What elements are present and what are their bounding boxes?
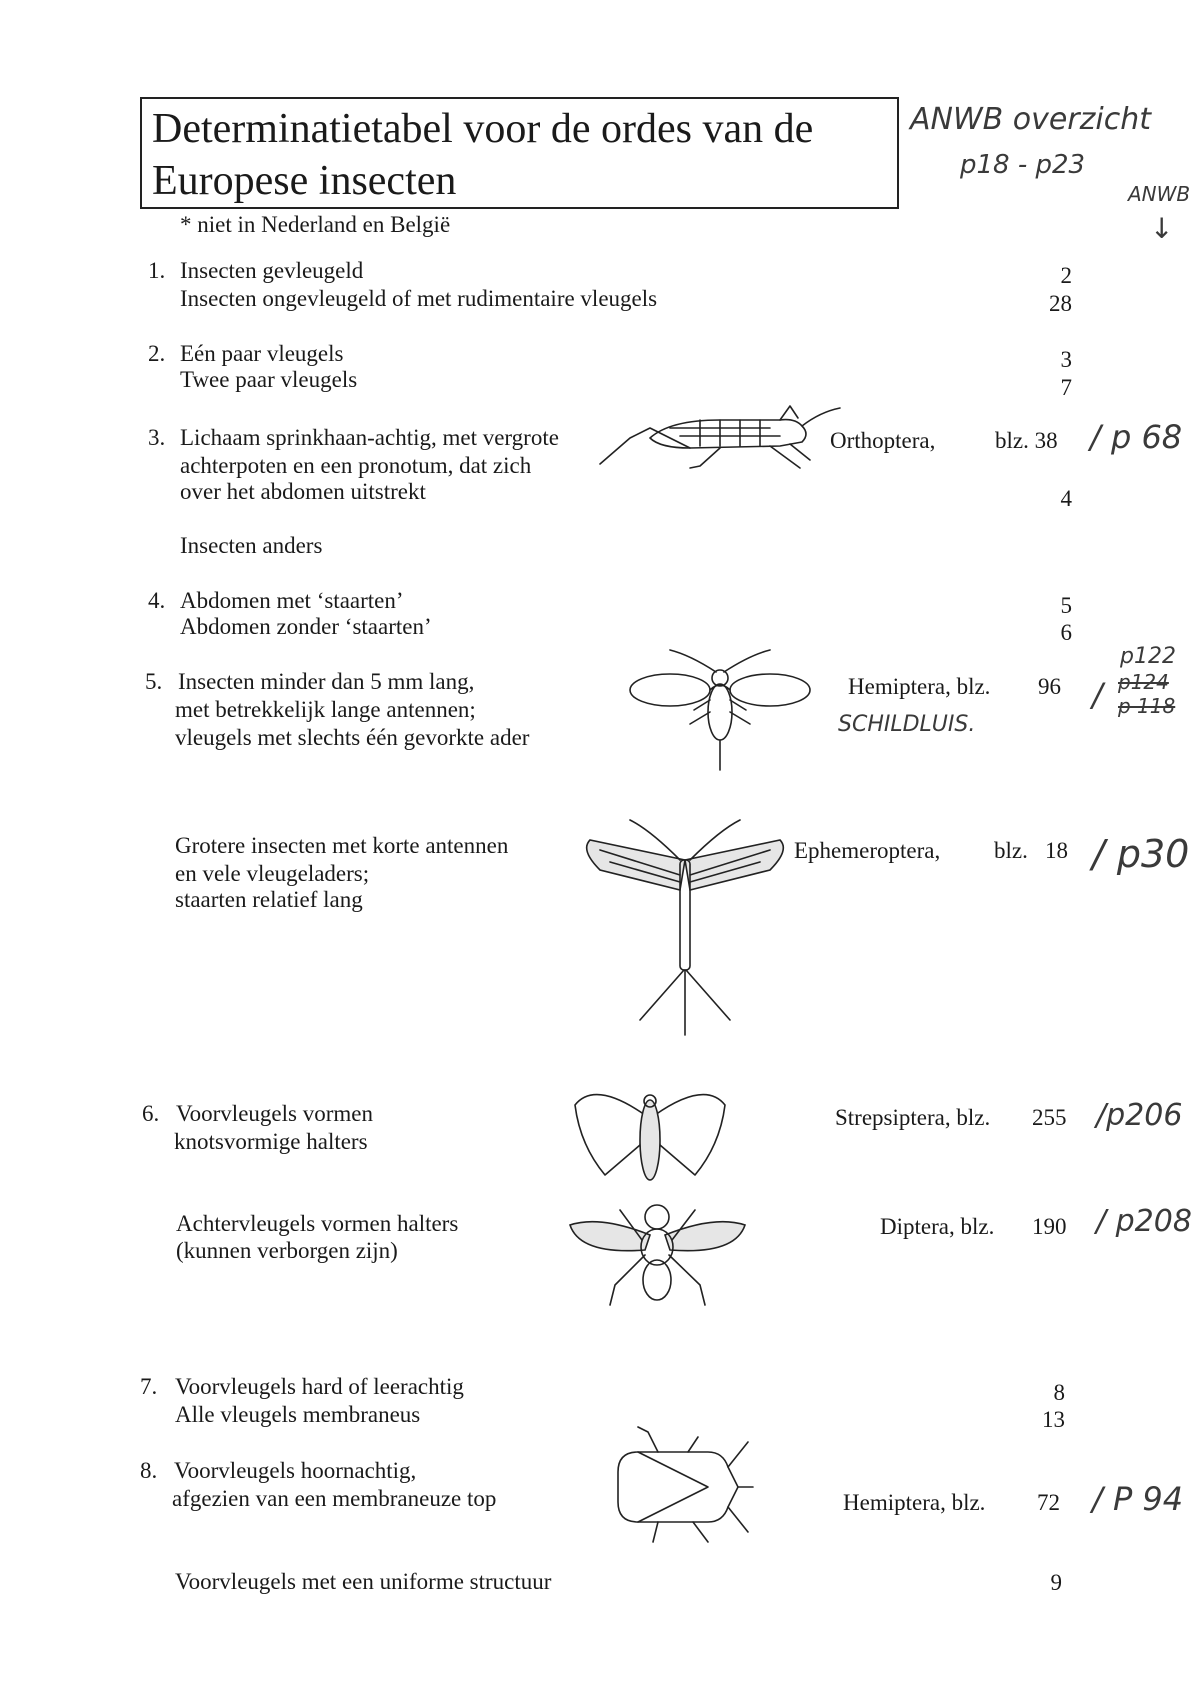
fly-illustration-icon	[570, 1195, 745, 1305]
handwritten-hemiptera-96-ref-a: p122	[1120, 644, 1176, 669]
couplet-3-goto-4: 4	[1060, 486, 1072, 511]
couplet-5a-text-line3: vleugels met slechts één gevorkte ader	[175, 725, 530, 750]
couplet-8a-order-name: Hemiptera, blz.	[843, 1490, 986, 1515]
couplet-5b-text-line2: en vele vleugeladers;	[175, 861, 370, 886]
handwritten-down-arrow-icon: ↓	[1150, 212, 1174, 245]
handwritten-hemiptera-96-name: SCHILDLUIS.	[838, 712, 976, 737]
grasshopper-illustration-icon	[630, 398, 840, 470]
shield-bug-illustration-icon	[598, 1432, 758, 1542]
couplet-2a-text: Eén paar vleugels	[180, 341, 344, 366]
couplet-8a-text-line2: afgezien van een membraneuze top	[172, 1486, 497, 1511]
couplet-6-label: 6.	[142, 1101, 160, 1126]
handwritten-page-range: p18 - p23	[960, 150, 1086, 180]
couplet-8a-text-line1: Voorvleugels hoornachtig,	[174, 1458, 417, 1483]
handwritten-diptera-ref: / p208	[1096, 1204, 1192, 1239]
couplet-5b-blz: blz.	[994, 838, 1028, 863]
aphid-illustration-icon	[630, 650, 810, 770]
couplet-2a-goto: 3	[1060, 347, 1072, 372]
handwritten-anwb-overview: ANWB overzicht	[910, 102, 1151, 137]
handwritten-hemiptera-96-slash: /	[1092, 676, 1103, 714]
couplet-5a-text-line2: met betrekkelijk lange antennen;	[175, 697, 476, 722]
couplet-1b-text: Insecten ongevleugeld of met rudimentaire vleugels	[180, 286, 658, 311]
couplet-5-label: 5.	[145, 669, 163, 694]
couplet-6a-page: 255	[1032, 1105, 1067, 1130]
couplet-7a-text: Voorvleugels hard of leerachtig	[175, 1374, 464, 1399]
couplet-4b-goto: 6	[1060, 620, 1072, 645]
couplet-1a-goto: 2	[1060, 263, 1072, 288]
couplet-5b-text-line1: Grotere insecten met korte antennen	[175, 833, 509, 858]
handwritten-ephemeroptera-ref: / p30	[1092, 832, 1190, 876]
couplet-6b-page: 190	[1032, 1214, 1067, 1239]
couplet-4b-text: Abdomen zonder ‘staarten’	[180, 614, 432, 639]
couplet-6a-text-line2: knotsvormige halters	[174, 1129, 368, 1154]
couplet-2b-goto: 7	[1060, 375, 1072, 400]
couplet-1-label: 1.	[148, 258, 166, 283]
couplet-8-label: 8.	[140, 1458, 158, 1483]
couplet-2-label: 2.	[148, 341, 166, 366]
couplet-5b-order-name: Ephemeroptera,	[794, 838, 941, 863]
couplet-5b-text-line3: staarten relatief lang	[175, 887, 363, 912]
couplet-8b-goto: 9	[1050, 1570, 1062, 1595]
couplet-1b-goto: 28	[1049, 291, 1072, 316]
couplet-1a-text: Insecten gevleugeld	[180, 258, 364, 283]
couplet-5a-text-line1: Insecten minder dan 5 mm lang,	[178, 669, 475, 694]
footnote-not-in-nl-be: * niet in Nederland en België	[180, 212, 451, 237]
couplet-7a-goto: 8	[1053, 1380, 1065, 1405]
couplet-5b-page: 18	[1045, 838, 1068, 863]
couplet-3a-page: blz. 38	[995, 428, 1058, 453]
couplet-3b-text: Insecten anders	[180, 533, 323, 558]
title-box	[140, 97, 899, 209]
couplet-2b-text: Twee paar vleugels	[180, 367, 358, 392]
handwritten-hemiptera-96-ref-c: p 118	[1118, 694, 1176, 718]
couplet-7-label: 7.	[140, 1374, 158, 1399]
mayfly-illustration-icon	[580, 820, 790, 1040]
couplet-6a-text-line1: Voorvleugels vormen	[176, 1101, 373, 1126]
couplet-3a-text-line2: achterpoten en een pronotum, dat zich	[180, 453, 532, 478]
couplet-7b-text: Alle vleugels membraneus	[175, 1402, 421, 1427]
handwritten-strepsiptera-ref: /p206	[1096, 1098, 1183, 1133]
couplet-8a-page: 72	[1037, 1490, 1060, 1515]
couplet-5a-order-name: Hemiptera, blz.	[848, 674, 991, 699]
couplet-4a-text: Abdomen met ‘staarten’	[180, 588, 404, 613]
couplet-6b-order-name: Diptera, blz.	[880, 1214, 995, 1239]
couplet-4a-goto: 5	[1060, 593, 1072, 618]
couplet-3a-text-line1: Lichaam sprinkhaan-achtig, met vergrote	[180, 425, 559, 450]
handwritten-hemiptera-72-ref: / P 94	[1092, 1480, 1184, 1518]
couplet-4-label: 4.	[148, 588, 166, 613]
strepsiptera-illustration-icon	[575, 1085, 725, 1185]
couplet-6a-order-name: Strepsiptera, blz.	[835, 1105, 991, 1130]
couplet-7b-goto: 13	[1042, 1407, 1065, 1432]
couplet-6b-text-line1: Achtervleugels vormen halters	[176, 1211, 459, 1236]
couplet-3a-order-name: Orthoptera,	[830, 428, 936, 453]
couplet-3-label: 3.	[148, 425, 166, 450]
handwritten-anwb-column-header: ANWB	[1128, 182, 1191, 206]
couplet-5a-page: 96	[1038, 674, 1061, 699]
couplet-8b-text: Voorvleugels met een uniforme structuur	[175, 1569, 552, 1594]
couplet-6b-text-line2: (kunnen verborgen zijn)	[176, 1238, 398, 1263]
couplet-3a-text-line3: over het abdomen uitstrekt	[180, 479, 426, 504]
title-line-1: Determinatietabel voor de ordes van de	[152, 106, 814, 152]
handwritten-orthoptera-ref: / p 68	[1090, 418, 1183, 456]
handwritten-hemiptera-96-ref-b: p124	[1118, 670, 1169, 694]
title-line-2: Europese insecten	[152, 158, 457, 204]
